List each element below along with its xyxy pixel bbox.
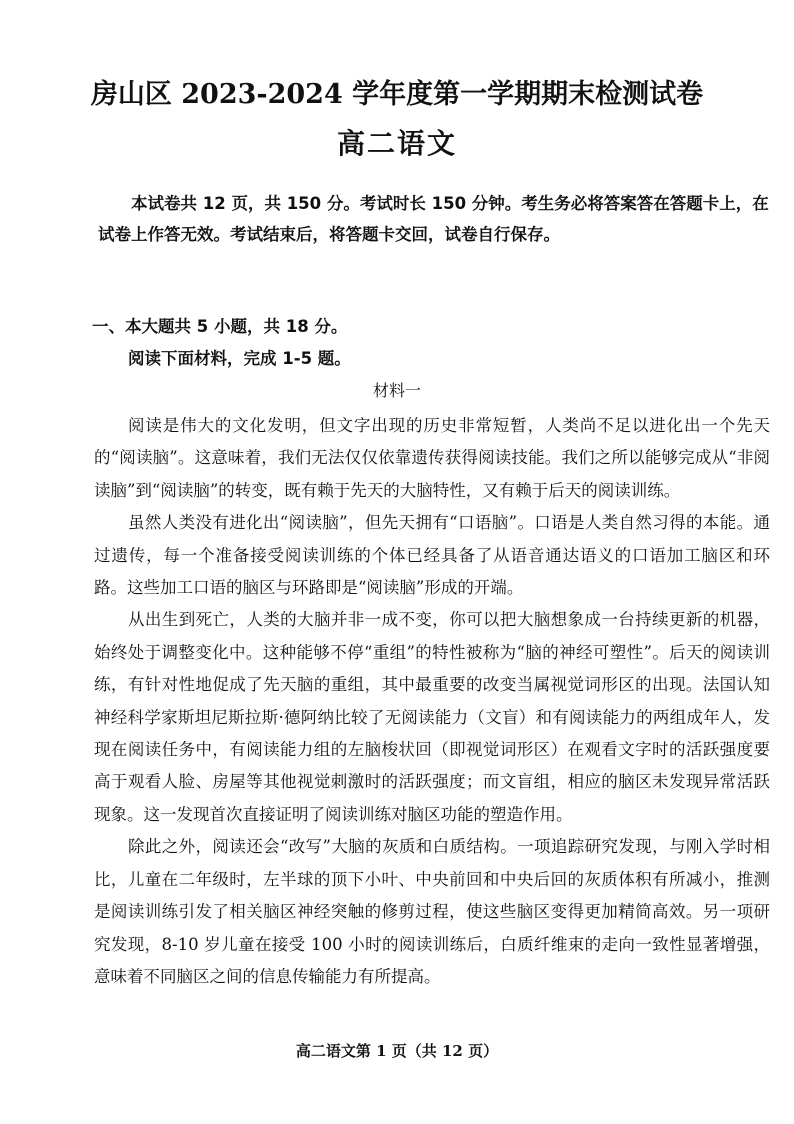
- exam-title: 房山区 2023-2024 学年度第一学期期末检测试卷: [90, 79, 704, 110]
- paragraph: 虽然人类没有进化出“阅读脑”，但先天拥有“口语脑”。口语是人类自然习得的本能。通过遗传，每一个准备接受阅读训练的个体已经具备了从语音通达语义的口语加工脑区和环路。这些加工口语的脑区与环路即是“阅读脑”形成的开端。: [94, 513, 770, 598]
- page-footer: 高二语文第 1 页（共 12 页）: [295, 1042, 499, 1060]
- material-title: 材料一: [372, 381, 421, 400]
- exam-instructions: 本试卷共 12 页，共 150 分。考试时长 150 分钟。考生务必将答案答在答题卡上，在试卷上作答无效。考试结束后，将答题卡交回，试卷自行保存。: [98, 194, 769, 244]
- paragraph: 阅读是伟大的文化发明，但文字出现的历史非常短暂，人类尚不足以进化出一个先天的“阅读脑”。这意味着，我们无法仅仅依靠遗传获得阅读技能。我们之所以能够完成从“非阅读脑”到“阅读脑”的转变，既有赖于先天的大脑特性，又有赖于后天的阅读训练。: [94, 416, 770, 500]
- paragraph: 除此之外，阅读还会“改写”大脑的灰质和白质结构。一项追踪研究发现，与刚入学时相比，儿童在二年级时，左半球的顶下小叶、中央前回和中央后回的灰质体积有所减小，推测是阅读训练引发了相关脑区神经突触的修剪过程，使这些脑区变得更加精简高效。另一项研究发现，8-10 岁儿童在接受 100 小时的阅读训练后，白质纤维束的走向一致性显著增强，意味着不同脑区之间的信息传输能力有所提高。: [94, 837, 770, 986]
- material-body: [94, 410, 770, 993]
- section-heading: 一、本大题共 5 小题，共 18 分。: [92, 317, 348, 336]
- paragraph: 从出生到死亡，人类的大脑并非一成不变，你可以把大脑想象成一台持续更新的机器，始终处于调整变化中。这种能够不停“重组”的特性被称为“脑的神经可塑性”。后天的阅读训练，有针对性地促成了先天脑的重组，其中最重要的改变当属视觉词形区的出现。法国认知神经科学家斯坦尼斯拉斯·德阿纳比较了无阅读能力（文盲）和有阅读能力的两组成年人，发现在阅读任务中，有阅读能力组的左脑梭状回（即视觉词形区）在观看文字时的活跃强度要高于观看人脸、房屋等其他视觉刺激时的活跃强度；而文盲组，相应的脑区未发现异常活跃现象。这一发现首次直接证明了阅读训练对脑区功能的塑造作用。: [94, 610, 770, 824]
- reading-prompt: 阅读下面材料，完成 1-5 题。: [128, 349, 351, 368]
- subject-title: 高二语文: [336, 127, 457, 160]
